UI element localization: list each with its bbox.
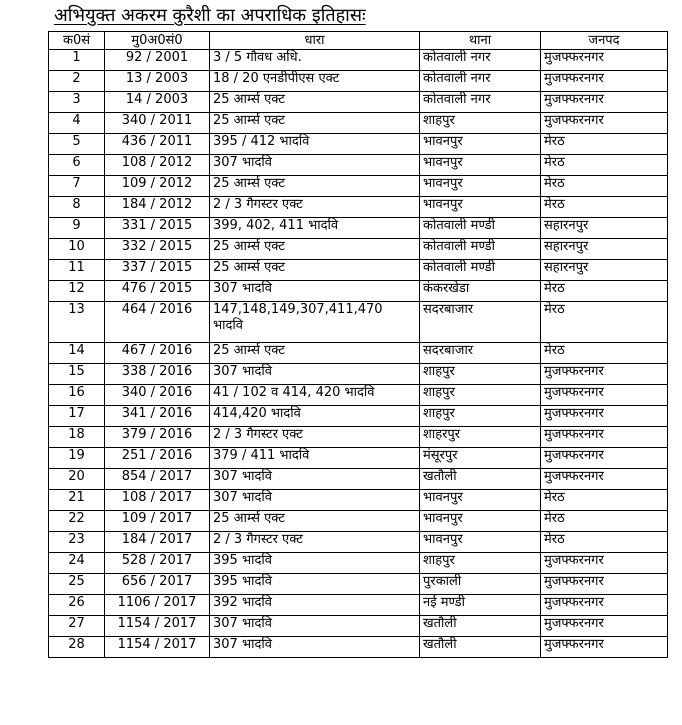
cell-serial: 6 [49, 155, 105, 176]
cell-police-station: कोतवाली नगर [420, 71, 541, 92]
table-row [49, 364, 668, 385]
cell-section: 3 / 5 गौवध अधि. [210, 50, 420, 71]
cell-serial: 24 [49, 553, 105, 574]
table-row [49, 448, 668, 469]
cell-police-station: नई मण्डी [420, 595, 541, 616]
cell-section: 2 / 3 गैगस्टर एक्ट [210, 532, 420, 553]
cell-section: 307 भादवि [210, 155, 420, 176]
cell-case-number: 331 / 2015 [105, 218, 210, 239]
table-row [49, 176, 668, 197]
header-police-station: थाना [420, 32, 541, 50]
header-district: जनपद [541, 32, 668, 50]
header-section: धारा [210, 32, 420, 50]
table-row [49, 406, 668, 427]
cell-district: मुजफ्फरनगर [541, 385, 668, 406]
cell-police-station: भावनपुर [420, 155, 541, 176]
cell-police-station: शाहपुर [420, 553, 541, 574]
cell-serial: 16 [49, 385, 105, 406]
cell-serial: 20 [49, 469, 105, 490]
table-row [49, 113, 668, 134]
cell-serial: 7 [49, 176, 105, 197]
table-row [49, 155, 668, 176]
cell-case-number: 338 / 2016 [105, 364, 210, 385]
cell-serial: 13 [49, 302, 105, 343]
cell-section: 395 भादवि [210, 574, 420, 595]
table-row [49, 260, 668, 281]
cell-police-station: सदरबाजार [420, 343, 541, 364]
table-row [49, 50, 668, 71]
cell-section: 379 / 411 भादवि [210, 448, 420, 469]
cell-section: 2 / 3 गैगस्टर एक्ट [210, 427, 420, 448]
cell-district: मुजफ्फरनगर [541, 427, 668, 448]
cell-police-station: कोतवाली नगर [420, 50, 541, 71]
table-row [49, 302, 668, 343]
table-row [49, 239, 668, 260]
cell-serial: 2 [49, 71, 105, 92]
cell-district: मुजफ्फरनगर [541, 595, 668, 616]
table-row [49, 511, 668, 532]
cell-case-number: 108 / 2012 [105, 155, 210, 176]
cell-section: 399, 402, 411 भादवि [210, 218, 420, 239]
cell-section: 392 भादवि [210, 595, 420, 616]
cell-district: मेरठ [541, 155, 668, 176]
cell-serial: 21 [49, 490, 105, 511]
cell-district: मुजफ्फरनगर [541, 553, 668, 574]
cell-case-number: 1106 / 2017 [105, 595, 210, 616]
cell-section: 25 आर्म्स एक्ट [210, 176, 420, 197]
cell-serial: 18 [49, 427, 105, 448]
cell-case-number: 332 / 2015 [105, 239, 210, 260]
cell-case-number: 14 / 2003 [105, 92, 210, 113]
cell-serial: 12 [49, 281, 105, 302]
cell-section: 18 / 20 एनडीपीएस एक्ट [210, 71, 420, 92]
cell-serial: 1 [49, 50, 105, 71]
cell-serial: 5 [49, 134, 105, 155]
cell-district: मेरठ [541, 197, 668, 218]
table-row [49, 71, 668, 92]
table-row [49, 427, 668, 448]
cell-case-number: 476 / 2015 [105, 281, 210, 302]
cell-district: मेरठ [541, 302, 668, 343]
cell-section: 414,420 भादवि [210, 406, 420, 427]
cell-case-number: 340 / 2016 [105, 385, 210, 406]
cell-police-station: खतौली [420, 637, 541, 658]
cell-district: मेरठ [541, 343, 668, 364]
table-row [49, 553, 668, 574]
cell-district: मुजफ्फरनगर [541, 637, 668, 658]
cell-district: मुजफ्फरनगर [541, 364, 668, 385]
cell-serial: 10 [49, 239, 105, 260]
cell-district: मुजफ्फरनगर [541, 574, 668, 595]
cell-serial: 22 [49, 511, 105, 532]
table-row [49, 92, 668, 113]
cell-district: मेरठ [541, 176, 668, 197]
cell-police-station: कोतवाली मण्डी [420, 260, 541, 281]
cell-police-station: भावनपुर [420, 511, 541, 532]
cell-serial: 11 [49, 260, 105, 281]
cell-section: 2 / 3 गैगस्टर एक्ट [210, 197, 420, 218]
cell-section: 25 आर्म्स एक्ट [210, 92, 420, 113]
cell-serial: 3 [49, 92, 105, 113]
cell-police-station: कंकरखेडा [420, 281, 541, 302]
cell-serial: 14 [49, 343, 105, 364]
table-header-row [49, 32, 668, 50]
cell-case-number: 108 / 2017 [105, 490, 210, 511]
cell-serial: 23 [49, 532, 105, 553]
cell-section: 307 भादवि [210, 469, 420, 490]
cell-case-number: 251 / 2016 [105, 448, 210, 469]
table-row [49, 197, 668, 218]
cell-police-station: कोतवाली नगर [420, 92, 541, 113]
cell-district: सहारनपुर [541, 260, 668, 281]
table-row [49, 595, 668, 616]
cell-district: मुजफ्फरनगर [541, 448, 668, 469]
header-case-number: मु0अ0सं0 [105, 32, 210, 50]
cell-serial: 17 [49, 406, 105, 427]
cell-case-number: 184 / 2012 [105, 197, 210, 218]
cell-district: मुजफ्फरनगर [541, 50, 668, 71]
cell-police-station: कोतवाली मण्डी [420, 239, 541, 260]
cell-police-station: सदरबाजार [420, 302, 541, 343]
criminal-history-table [48, 31, 668, 658]
page-title: अभियुक्त अकरम कुरैशी का अपराधिक इतिहासः [54, 5, 366, 26]
cell-section: 25 आर्म्स एक्ट [210, 343, 420, 364]
cell-district: मुजफ्फरनगर [541, 71, 668, 92]
cell-serial: 15 [49, 364, 105, 385]
header-serial: क0सं [49, 32, 105, 50]
table-row [49, 532, 668, 553]
cell-police-station: पुरकाली [420, 574, 541, 595]
cell-district: मुजफ्फरनगर [541, 616, 668, 637]
cell-police-station: शाहपुर [420, 113, 541, 134]
cell-district: मुजफ्फरनगर [541, 113, 668, 134]
cell-serial: 4 [49, 113, 105, 134]
cell-police-station: शाहरपुर [420, 427, 541, 448]
cell-police-station: खतौली [420, 469, 541, 490]
cell-case-number: 1154 / 2017 [105, 616, 210, 637]
table-row [49, 469, 668, 490]
cell-serial: 27 [49, 616, 105, 637]
cell-case-number: 436 / 2011 [105, 134, 210, 155]
table-row [49, 616, 668, 637]
cell-section: 25 आर्म्स एक्ट [210, 239, 420, 260]
cell-section: 147,148,149,307,411,470 भादवि [210, 302, 420, 343]
cell-case-number: 184 / 2017 [105, 532, 210, 553]
cell-case-number: 13 / 2003 [105, 71, 210, 92]
cell-police-station: शाहपुर [420, 385, 541, 406]
cell-case-number: 92 / 2001 [105, 50, 210, 71]
table-body [49, 50, 668, 658]
table-row [49, 490, 668, 511]
cell-case-number: 341 / 2016 [105, 406, 210, 427]
table-row [49, 281, 668, 302]
table-row [49, 637, 668, 658]
cell-district: मुजफ्फरनगर [541, 92, 668, 113]
cell-district: मेरठ [541, 490, 668, 511]
cell-case-number: 464 / 2016 [105, 302, 210, 343]
cell-district: मेरठ [541, 281, 668, 302]
cell-case-number: 109 / 2017 [105, 511, 210, 532]
table-row [49, 343, 668, 364]
table-row [49, 574, 668, 595]
cell-case-number: 1154 / 2017 [105, 637, 210, 658]
cell-police-station: भावनपुर [420, 176, 541, 197]
cell-police-station: मंसूरपुर [420, 448, 541, 469]
cell-serial: 19 [49, 448, 105, 469]
cell-case-number: 109 / 2012 [105, 176, 210, 197]
cell-section: 307 भादवि [210, 616, 420, 637]
cell-police-station: भावनपुर [420, 134, 541, 155]
cell-serial: 25 [49, 574, 105, 595]
cell-police-station: खतौली [420, 616, 541, 637]
cell-section: 307 भादवि [210, 490, 420, 511]
table-row [49, 218, 668, 239]
cell-section: 307 भादवि [210, 364, 420, 385]
cell-section: 307 भादवि [210, 281, 420, 302]
cell-police-station: भावनपुर [420, 532, 541, 553]
cell-case-number: 337 / 2015 [105, 260, 210, 281]
cell-serial: 26 [49, 595, 105, 616]
cell-section: 41 / 102 व 414, 420 भादवि [210, 385, 420, 406]
cell-police-station: शाहपुर [420, 364, 541, 385]
cell-case-number: 854 / 2017 [105, 469, 210, 490]
cell-district: मुजफ्फरनगर [541, 406, 668, 427]
cell-case-number: 656 / 2017 [105, 574, 210, 595]
cell-serial: 28 [49, 637, 105, 658]
cell-case-number: 379 / 2016 [105, 427, 210, 448]
cell-district: सहारनपुर [541, 239, 668, 260]
table-row [49, 385, 668, 406]
cell-case-number: 467 / 2016 [105, 343, 210, 364]
cell-district: सहारनपुर [541, 218, 668, 239]
cell-serial: 8 [49, 197, 105, 218]
cell-section: 395 भादवि [210, 553, 420, 574]
cell-police-station: शाहपुर [420, 406, 541, 427]
cell-section: 307 भादवि [210, 637, 420, 658]
cell-section: 25 आर्म्स एक्ट [210, 113, 420, 134]
cell-police-station: कोतवाली मण्डी [420, 218, 541, 239]
cell-district: मेरठ [541, 532, 668, 553]
cell-section: 25 आर्म्स एक्ट [210, 260, 420, 281]
cell-case-number: 340 / 2011 [105, 113, 210, 134]
cell-serial: 9 [49, 218, 105, 239]
cell-district: मेरठ [541, 134, 668, 155]
cell-district: मेरठ [541, 511, 668, 532]
table-row [49, 134, 668, 155]
cell-police-station: भावनपुर [420, 197, 541, 218]
cell-case-number: 528 / 2017 [105, 553, 210, 574]
cell-district: मुजफ्फरनगर [541, 469, 668, 490]
cell-section: 25 आर्म्स एक्ट [210, 511, 420, 532]
cell-police-station: भावनपुर [420, 490, 541, 511]
cell-section: 395 / 412 भादवि [210, 134, 420, 155]
